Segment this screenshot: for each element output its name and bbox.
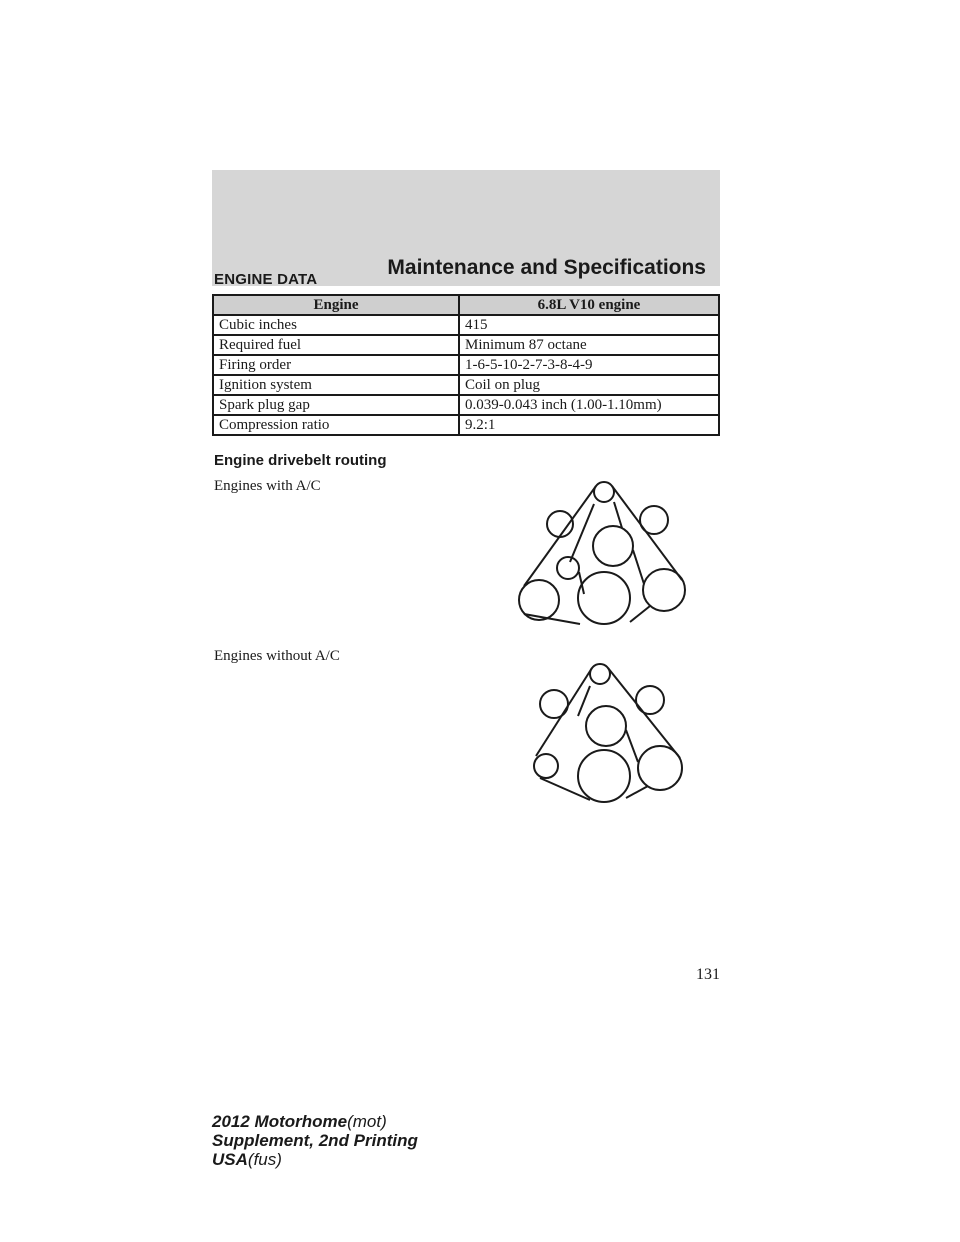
- table-cell: 415: [459, 315, 719, 335]
- table-cell: Coil on plug: [459, 375, 719, 395]
- top-idler-pulley: [594, 482, 614, 502]
- footer-model: 2012 Motorhome: [212, 1112, 348, 1131]
- drivebelt-diagram-with-ac: [510, 476, 696, 636]
- table-row: [213, 415, 719, 435]
- top-idler-pulley: [590, 664, 610, 684]
- table-row: [213, 315, 719, 335]
- table-cell: Cubic inches: [213, 315, 459, 335]
- table-cell: Firing order: [213, 355, 459, 375]
- tensioner-pulley: [557, 557, 579, 579]
- table-row: [213, 355, 719, 375]
- drivebelt-diagram-without-ac: [520, 654, 692, 806]
- table-row: [213, 335, 719, 355]
- table-cell: Compression ratio: [213, 415, 459, 435]
- footer-market-code: (fus): [247, 1150, 282, 1169]
- page-number: 131: [696, 966, 720, 983]
- drivebelt-heading: Engine drivebelt routing: [214, 452, 387, 469]
- column-header: Engine: [213, 295, 459, 315]
- tensioner-pulley: [534, 754, 558, 778]
- table-row: [213, 395, 719, 415]
- table-cell: Spark plug gap: [213, 395, 459, 415]
- column-header: 6.8L V10 engine: [459, 295, 719, 315]
- engine-data-table: [212, 294, 720, 436]
- crankshaft-pulley: [578, 572, 630, 624]
- with-ac-caption: Engines with A/C: [214, 478, 321, 494]
- section-header-band: [212, 170, 720, 286]
- table-cell: Required fuel: [213, 335, 459, 355]
- footer-market: USA: [212, 1150, 248, 1169]
- table-cell: Ignition system: [213, 375, 459, 395]
- without-ac-caption: Engines without A/C: [214, 648, 340, 664]
- table-cell: 1-6-5-10-2-7-3-8-4-9: [459, 355, 719, 375]
- center-pulley: [586, 706, 626, 746]
- footer-edition: Supplement, 2nd Printing: [212, 1131, 418, 1150]
- table-row: [213, 375, 719, 395]
- table-cell: 0.039-0.043 inch (1.00-1.10mm): [459, 395, 719, 415]
- table-cell: Minimum 87 octane: [459, 335, 719, 355]
- engine-data-title: ENGINE DATA: [214, 271, 318, 288]
- section-header-title: Maintenance and Specifications: [387, 256, 706, 279]
- footer-model-code: (mot): [347, 1112, 387, 1131]
- table-cell: 9.2:1: [459, 415, 719, 435]
- crankshaft-pulley: [578, 750, 630, 802]
- table-header-row: [213, 295, 719, 315]
- document-footer: [212, 1112, 418, 1169]
- center-pulley: [593, 526, 633, 566]
